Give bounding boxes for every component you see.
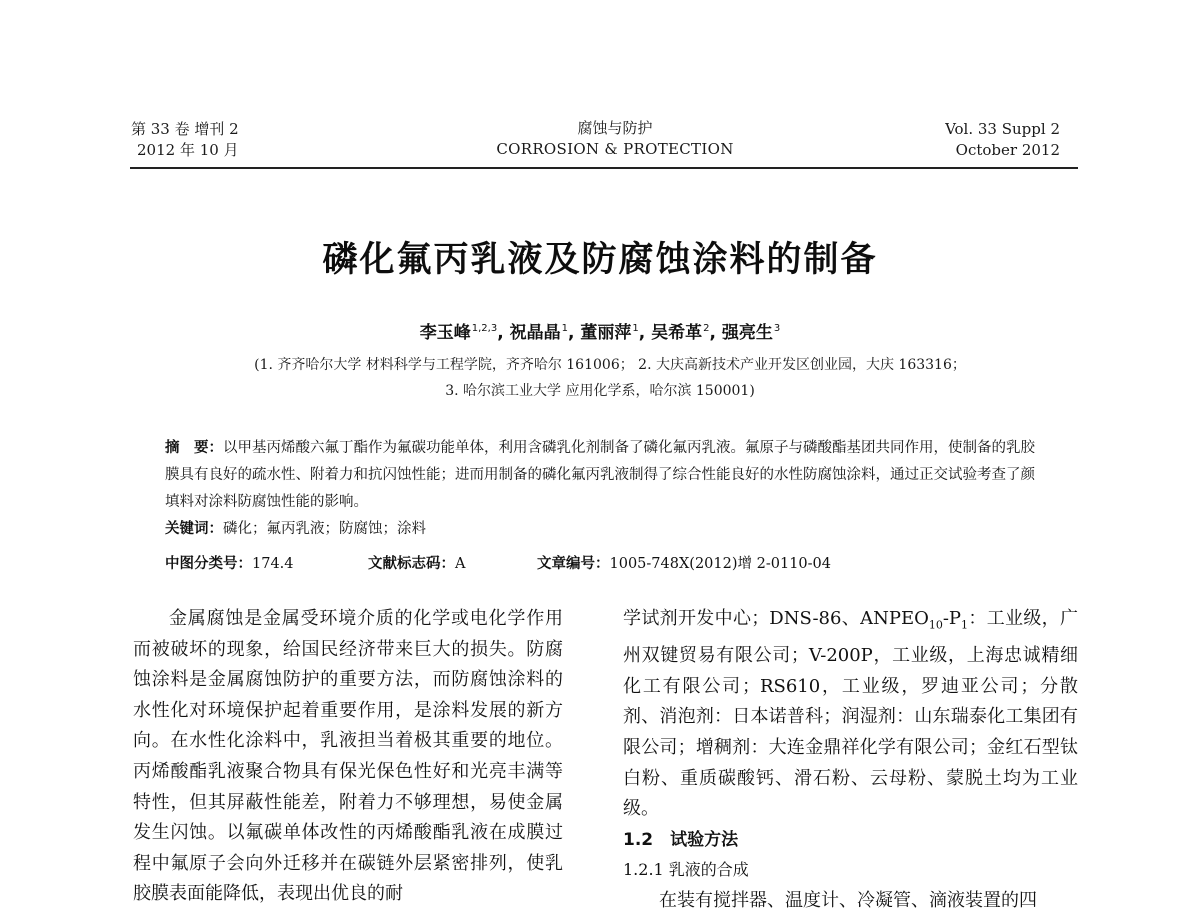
author-name: 强亮生 [721, 323, 773, 343]
header-date-en: October 2012 [955, 141, 1060, 159]
author-name: 李玉峰 [419, 323, 471, 343]
header-divider [130, 167, 1078, 169]
subscript: 10 [928, 618, 943, 632]
doc-code-value: A [455, 556, 466, 572]
body-paragraph: 在装有搅拌器、温度计、冷凝管、滴液装置的四 [659, 889, 1037, 911]
article-no-field [537, 552, 831, 573]
doc-code-label: 文献标志码： [368, 556, 455, 572]
section-heading: 1.2 试验方法 [623, 829, 739, 850]
keywords-label: 关键词： [165, 521, 223, 537]
abstract [165, 435, 1045, 543]
author-list [0, 318, 1200, 343]
journal-name-en: CORROSION & PROTECTION [496, 140, 734, 158]
header-journal [480, 118, 750, 160]
header-date: 2012 年 10 月 [137, 141, 239, 159]
affiliation-line-2: 3. 哈尔滨工业大学 应用化学系，哈尔滨 150001) [445, 383, 755, 399]
header-volume-en [945, 119, 1060, 161]
journal-name-cn: 腐蚀与防护 [577, 119, 653, 137]
clc-value: 174.4 [252, 556, 294, 572]
paper-title: 磷化氟丙乳液及防腐蚀涂料的制备 [322, 240, 878, 280]
header-volume: 第 33 卷 增刊 2 [131, 120, 239, 138]
author-separator: , [638, 323, 652, 343]
body-column-right [623, 604, 1078, 917]
article-no-label: 文章编号： [537, 556, 610, 572]
clc-label: 中图分类号： [165, 556, 252, 572]
subscript: 1 [961, 618, 969, 632]
author-affiliation-mark: 3 [773, 323, 781, 334]
body-text: ：工业级，广州双键贸易有限公司；V-200P，工业级，上海忠诚精细化工有限公司；RS610，工业级，罗迪亚公司；分散剂、消泡剂：日本诺普科；润湿剂：山东瑞泰化工集团有限公司；增稠剂：大连金鼎祥化学有限公司；金红石型钛白粉、重质碳酸钙、滑石粉、云母粉、蒙脱土均为工业级。 [623, 608, 1078, 820]
abstract-label: 摘 要： [165, 440, 223, 456]
body-text: 学试剂开发中心；DNS-86、ANPEO [623, 608, 929, 629]
author-separator: , [567, 323, 581, 343]
author-name: 吴希革 [651, 323, 703, 343]
body-text: -P [942, 608, 962, 629]
author-name: 祝晶晶 [509, 323, 561, 343]
author-separator: , [709, 323, 722, 343]
author-affiliation-mark: 2 [703, 323, 710, 334]
abstract-text: 以甲基丙烯酸六氟丁酯作为氟碳功能单体，利用含磷乳化剂制备了磷化氟丙乳液。氟原子与磷酸酯基团共同作用，使制备的乳胶膜具有良好的疏水性、附着力和抗闪蚀性能；进而用制备的磷化氟丙乳液制得了综合性能良好的水性防腐蚀涂料，通过正交试验考查了颜填料对涂料防腐蚀性能的影响。 [165, 440, 1035, 510]
subsection-heading: 1.2.1 乳液的合成 [623, 860, 749, 880]
author-affiliation-mark: 1 [632, 323, 639, 334]
body-paragraph [623, 604, 1078, 825]
affiliation-line-1: (1. 齐齐哈尔大学 材料科学与工程学院，齐齐哈尔 161006； 2. 大庆高新技术产业开发区创业园，大庆 163316； [254, 357, 966, 373]
article-no-value: 1005-748X(2012)增 2-0110-04 [609, 556, 832, 572]
header-volume-info [131, 119, 239, 161]
keywords-value: 磷化；氟丙乳液；防腐蚀；涂料 [223, 521, 426, 537]
author-affiliation-mark: 1,2,3 [471, 323, 498, 334]
body-paragraph: 金属腐蚀是金属受环境介质的化学或电化学作用而被破坏的现象，给国民经济带来巨大的损失。防腐蚀涂料是金属腐蚀防护的重要方法，而防腐蚀涂料的水性化对环境保护起着重要作用，是涂料发展的新方向。在水性化涂料中，乳液担当着极其重要的地位。丙烯酸酯乳液聚合物具有保光保色性好和光亮丰满等特性，但其屏蔽性能差，附着力不够理想，易使金属发生闪蚀。以氟碳单体改性的丙烯酸酯乳液在成膜过程中氟原子会向外迁移并在碳链外层紧密排列，使乳胶膜表面能降低，表现出优良的耐 [133, 608, 563, 905]
author-name: 董丽萍 [580, 323, 632, 343]
keywords-row [165, 516, 1045, 543]
doc-code-field [368, 552, 465, 573]
author-separator: , [497, 323, 510, 343]
header-volume-en-line: Vol. 33 Suppl 2 [945, 120, 1060, 138]
body-column-left [133, 604, 563, 910]
author-affiliation-mark: 1 [561, 323, 568, 334]
clc-field [165, 552, 294, 573]
